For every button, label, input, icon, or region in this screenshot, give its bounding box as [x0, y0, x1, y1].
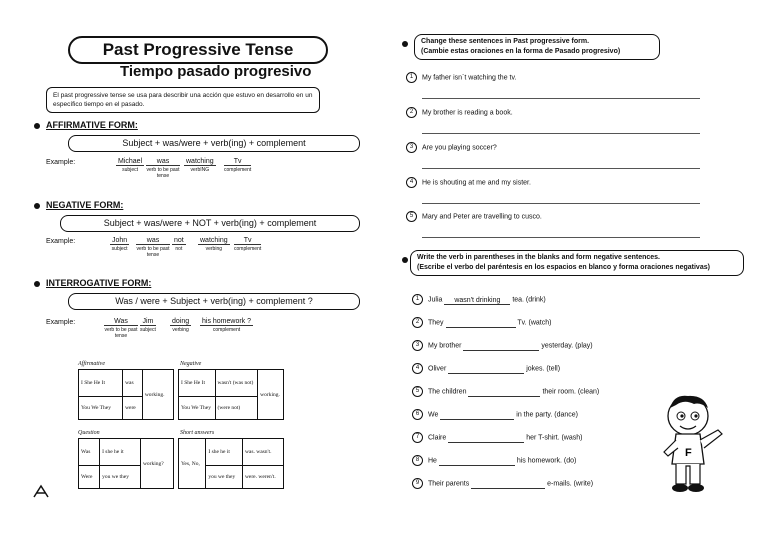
- answer-blank[interactable]: [439, 457, 515, 466]
- example-word: was verb to be past tense: [136, 237, 170, 258]
- bullet-icon: [402, 257, 408, 263]
- example-word: Jim subject: [140, 318, 156, 333]
- affirmative-formula: Subject + was/were + verb(ing) + complement: [68, 135, 360, 152]
- answer-blank[interactable]: [446, 319, 516, 328]
- negative-heading: NEGATIVE FORM:: [34, 200, 123, 210]
- exercise2-item: 7 Claire her T-shirt. (wash): [412, 432, 582, 443]
- affirmative-table: I She He It was working. You We They were: [78, 369, 174, 420]
- example-word: Was verb to be past tense: [104, 318, 138, 339]
- intro-box: El past progressive tense se usa para describir una acción que estuvo en desarrollo en un específico tiempo en el pasado.: [46, 87, 320, 113]
- bullet-icon: [34, 123, 40, 129]
- exercise2-header: Write the verb in parentheses in the blanks and form negative sentences. (Escribe el verbo del paréntesis en los espacios en blanco y forma oraciones negativas): [410, 250, 744, 276]
- negative-formula: Subject + was/were + NOT + verb(ing) + complement: [60, 215, 360, 232]
- exercise2-item: 8 He his homework. (do): [412, 455, 576, 466]
- exercise2-item: 6 We in the party. (dance): [412, 409, 578, 420]
- answer-line[interactable]: [422, 237, 700, 238]
- answer-blank[interactable]: [440, 411, 514, 420]
- answer-blank[interactable]: [463, 342, 539, 351]
- table-caption: Negative: [180, 361, 202, 367]
- exercise2-item: 3 My brother yesterday. (play): [412, 340, 593, 351]
- exercise1-item: 2 My brother is reading a book.: [406, 107, 513, 118]
- short-answers-table: Yes, No, I she he it was. wasn't. you we they were. weren't.: [178, 438, 284, 489]
- example-word: Michael subject: [118, 158, 143, 173]
- example-word: watching verbing: [200, 237, 228, 252]
- example-word: doing verbing: [172, 318, 190, 333]
- question-table: Was I she he it working? Were you we they: [78, 438, 174, 489]
- interrogative-formula: Was / were + Subject + verb(ing) + complement ?: [68, 293, 360, 310]
- left-page: [30, 32, 365, 502]
- exercise1-item: 5 Mary and Peter are travelling to cusco.: [406, 211, 542, 222]
- example-word: his homework ? complement: [202, 318, 252, 333]
- negative-table: I She He It wasn't (was not) working. You We They (were not): [178, 369, 284, 420]
- right-page: [398, 32, 743, 502]
- example-word: John subject: [111, 237, 128, 252]
- logo-icon: [32, 484, 54, 501]
- exercise2-item: 5 The children their room. (clean): [412, 386, 599, 397]
- example-word: not not: [174, 237, 184, 252]
- answer-blank[interactable]: [468, 388, 540, 397]
- example-word: was verb to be past tense: [146, 158, 180, 179]
- exercise1-header: Change these sentences in Past progressive form. (Cambie estas oraciones en la forma de Pasado progresivo): [414, 34, 660, 60]
- example-word: watching verbING: [186, 158, 214, 173]
- exercise2-item: 4 Oliver jokes. (tell): [412, 363, 560, 374]
- exercise2-item: 2 They Tv. (watch): [412, 317, 551, 328]
- exercise2-item: 1 Julia wasn't drinking tea. (drink): [412, 294, 546, 305]
- exercise1-item: 4 He is shouting at me and my sister.: [406, 177, 531, 188]
- table-caption: Short answers: [180, 430, 215, 436]
- example-word: Tv complement: [224, 158, 252, 173]
- affirmative-heading: AFFIRMATIVE FORM:: [34, 120, 138, 130]
- answer-blank[interactable]: [471, 480, 545, 489]
- example-word: Tv complement: [234, 237, 262, 252]
- example-label: Example:: [46, 238, 76, 245]
- exercise1-item: 3 Are you playing soccer?: [406, 142, 497, 153]
- answer-blank[interactable]: [448, 434, 524, 443]
- bullet-icon: [34, 281, 40, 287]
- answer-blank[interactable]: [448, 365, 524, 374]
- exercise1-item: 1 My father isn´t watching the tv.: [406, 72, 516, 83]
- answer-blank[interactable]: wasn't drinking: [444, 297, 510, 305]
- answer-line[interactable]: [422, 133, 700, 134]
- cartoon-boy-illustration: [654, 390, 730, 499]
- example-label: Example:: [46, 159, 76, 166]
- example-label: Example:: [46, 319, 76, 326]
- table-caption: Affirmative: [78, 361, 105, 367]
- answer-line[interactable]: [422, 98, 700, 99]
- interrogative-heading: INTERROGATIVE FORM:: [34, 278, 151, 288]
- exercise2-item: 9 Their parents e-mails. (write): [412, 478, 593, 489]
- bullet-icon: [402, 41, 408, 47]
- bullet-icon: [34, 203, 40, 209]
- answer-line[interactable]: [422, 203, 700, 204]
- table-caption: Question: [78, 430, 100, 436]
- page-subtitle: Tiempo pasado progresivo: [120, 63, 312, 80]
- answer-line[interactable]: [422, 168, 700, 169]
- page-title: Past Progressive Tense: [68, 36, 328, 64]
- svg-text:F: F: [685, 447, 692, 459]
